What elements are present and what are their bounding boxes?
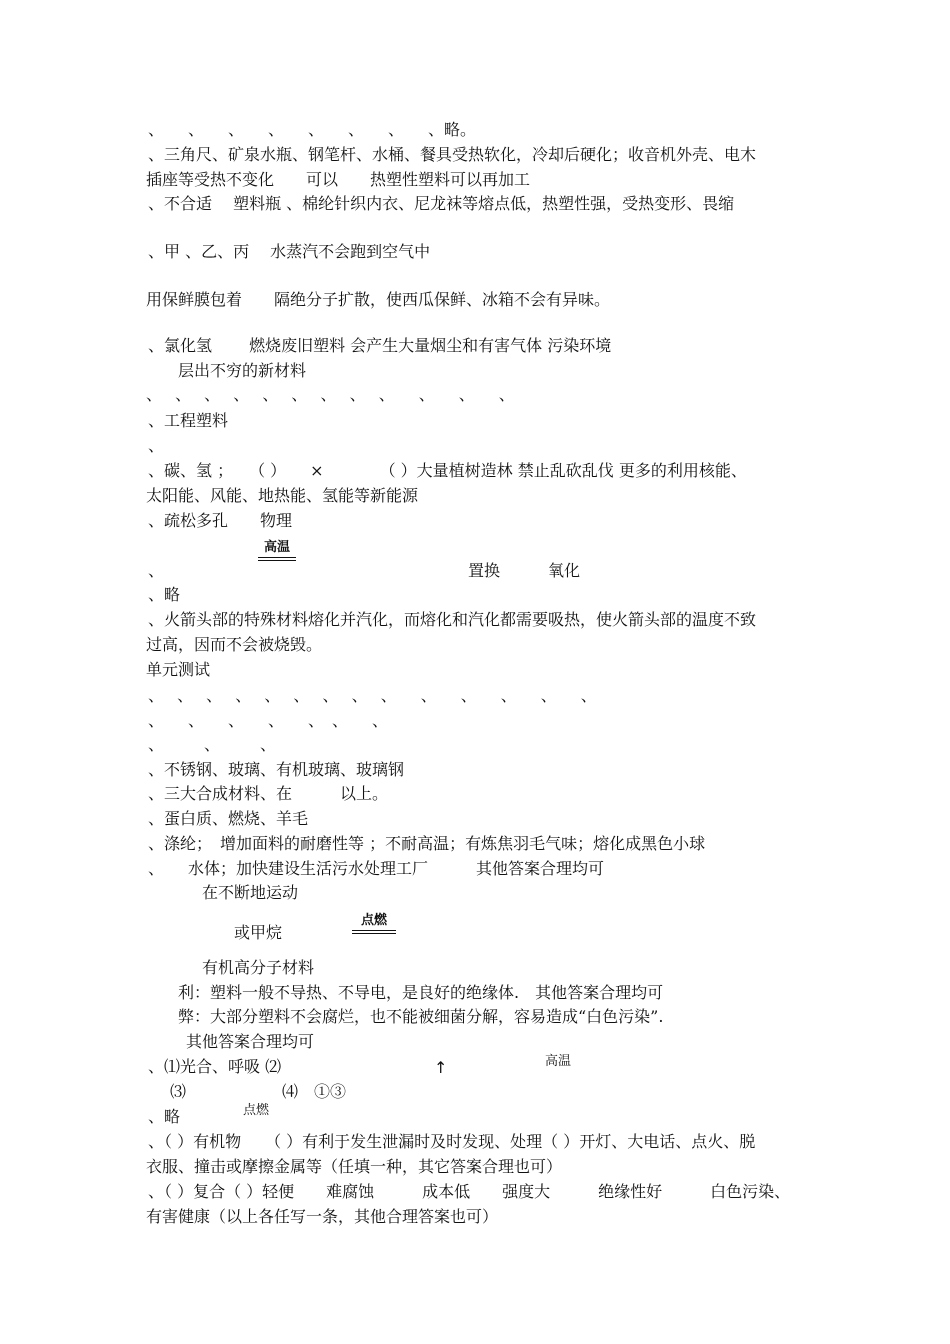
condition-high-temp-2: 高温 xyxy=(544,1054,571,1069)
answer-line-25: 、涤纶； 增加面料的耐磨性等 ；不耐高温；有炼焦羽毛气味；熔化成黑色小球 xyxy=(148,834,706,853)
answer-line-36: 、（ ）有机物 （ ）有利于发生泄漏时及时发现、处理（ ）开灯、大电话、点火、脱 xyxy=(148,1132,756,1151)
answer-line-39: 有害健康（以上各任写一条，其他合理答案也可） xyxy=(146,1207,499,1226)
answer-line-32: 其他答案合理均可 xyxy=(186,1032,315,1051)
answer-line-38: 、（ ）复合（ ）轻便 难腐蚀 成本低 强度大 绝缘性好 白色污染、 xyxy=(148,1182,791,1201)
answer-line-13: 太阳能、风能、地热能、氢能等新能源 xyxy=(146,486,419,505)
answer-line-26: 、 水体；加快建设生活污水处理工厂 其他答案合理均可 xyxy=(148,859,605,878)
answer-line-5: 、甲 、乙、丙 水蒸汽不会跑到空气中 xyxy=(148,242,431,261)
answer-line-33: 、⑴光合、呼吸 ⑵ xyxy=(148,1057,282,1076)
answer-line-35: 、略 xyxy=(148,1107,181,1126)
answer-line-18: 过高，因而不会被烧毁。 xyxy=(146,635,323,654)
answer-line-27: 在不断地运动 xyxy=(202,883,299,902)
reaction-equal-bar xyxy=(258,557,296,561)
reaction-equal-bar xyxy=(352,930,396,934)
answer-line-17: 、火箭头部的特殊材料熔化并汽化，而熔化和汽化都需要吸热，使火箭头部的温度不致 xyxy=(148,610,757,629)
answer-line-2: 、三角尺、矿泉水瓶、钢笔杆、水桶、餐具受热软化，冷却后硬化；收音机外壳、电木 xyxy=(148,145,757,164)
answer-line-23: 、三大合成材料、在 以上。 xyxy=(148,784,389,803)
answer-line-16: 、略 xyxy=(148,585,181,604)
answer-line-29: 有机高分子材料 xyxy=(202,958,315,977)
answer-line-30: 利：塑料一般不导热、不导电，是良好的绝缘体. 其他答案合理均可 xyxy=(178,983,664,1002)
answer-line-11: 、 xyxy=(148,436,165,455)
answer-line-24: 、蛋白质、燃烧、羊毛 xyxy=(148,809,309,828)
answer-line-3: 插座等受热不变化 可以 热塑性塑料可以再加工 xyxy=(146,170,531,189)
answer-line-14: 、疏松多孔 物理 xyxy=(148,511,293,530)
answer-line-20: 、 、 、 、 、 、 、 xyxy=(148,711,389,730)
answer-line-7: 、氯化氢 燃烧废旧塑料 会产生大量烟尘和有害气体 污染环境 xyxy=(148,336,612,355)
answer-line-10: 、工程塑料 xyxy=(148,411,229,430)
condition-high-temp: 高温 xyxy=(263,540,290,555)
answer-line-15-types: 置换 氧化 xyxy=(468,561,581,580)
answer-line-28: 或甲烷 xyxy=(234,923,283,942)
answer-line-1: 、 、 、 、 、 、 、 、略。 xyxy=(148,120,477,139)
answer-line-8: 层出不穷的新材料 xyxy=(178,361,307,380)
answer-line-37: 衣服、撞击或摩擦金属等（任填一种，其它答案合理也可） xyxy=(146,1157,563,1176)
answer-line-12: 、碳、氢 ； （ ） × （ ）大量植树造林 禁止乱砍乱伐 更多的利用核能、 xyxy=(148,461,747,480)
answer-line-19: 、 、 、 、 、 、 、 、 、 、 、 、 、 、 xyxy=(148,686,597,705)
answer-line-6: 用保鲜膜包着 隔绝分子扩散，使西瓜保鲜、冰箱不会有异味。 xyxy=(146,290,611,309)
answer-line-31: 弊：大部分塑料不会腐烂，也不能被细菌分解，容易造成“白色污染”. xyxy=(178,1007,664,1026)
answer-line-15: 、 xyxy=(148,561,165,580)
answer-line-9: 、 、 、 、 、 、 、 、 、 、 、 、 xyxy=(146,385,515,404)
condition-ignite-2: 点燃 xyxy=(242,1103,269,1118)
condition-ignite: 点燃 xyxy=(360,913,387,928)
answer-line-22: 、不锈钢、玻璃、有机玻璃、玻璃钢 xyxy=(148,760,405,779)
gas-up-arrow: ↑ xyxy=(434,1058,448,1077)
section-title-unit-test: 单元测试 xyxy=(146,660,211,679)
answer-line-4: 、不合适 塑料瓶 、棉纶针织内衣、尼龙袜等熔点低，热塑性强，受热变形、畏缩 xyxy=(148,194,735,213)
answer-line-34: ⑶ ⑷ ①③ xyxy=(170,1082,347,1101)
answer-line-21: 、 、 、 xyxy=(148,735,277,754)
